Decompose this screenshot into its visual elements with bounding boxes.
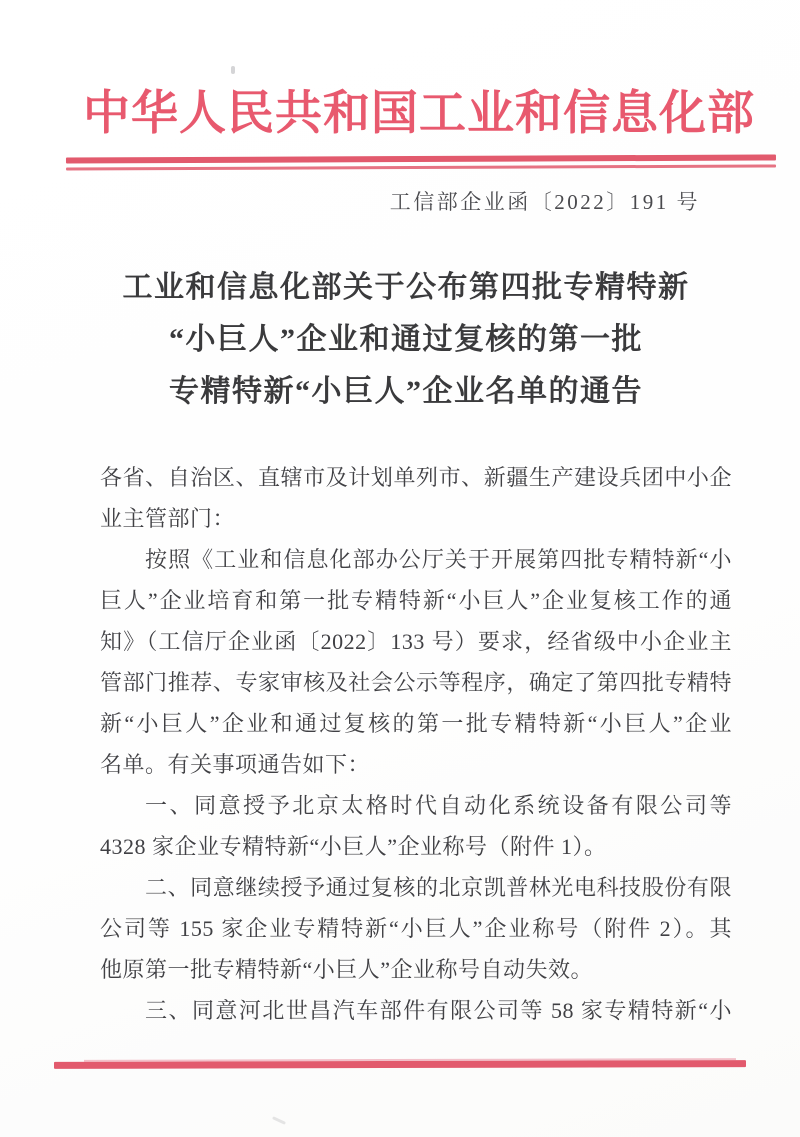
document-reference-number: 工信部企业函〔2022〕191 号	[389, 190, 700, 214]
photo-speck	[272, 1116, 286, 1125]
letterhead-rule-thick	[66, 154, 776, 163]
notice-title-line-2: “小巨人”企业和通过复核的第一批	[169, 323, 643, 356]
photo-speck	[231, 66, 235, 74]
body-line-salutation-2: 业主管部门：	[100, 506, 236, 531]
body-line-item2-1: 二、同意继续授予通过复核的北京凯普林光电科技股份有限	[145, 875, 732, 900]
letterhead-divider	[66, 154, 776, 170]
body-line-item1-2: 4328 家企业专精特新“小巨人”企业称号（附件 1）。	[100, 834, 607, 859]
agency-letterhead-title: 中华人民共和国工业和信息化部	[83, 88, 755, 140]
notice-title	[0, 262, 800, 418]
body-line-para1-3: 知》（工信厅企业函〔2022〕133 号）要求，经省级中小企业主	[100, 629, 732, 654]
body-line-para1-1: 按照《工业和信息化部办公厅关于开展第四批专精特新“小	[145, 547, 732, 572]
body-line-item1-1: 一、同意授予北京太格时代自动化系统设备有限公司等	[145, 793, 732, 818]
body-line-item3-1: 三、同意河北世昌汽车部件有限公司等 58 家专精特新“小	[145, 998, 732, 1023]
body-line-item2-3: 他原第一批专精特新“小巨人”企业称号自动失效。	[100, 957, 594, 982]
body-line-salutation: 各省、自治区、直辖市及计划单列市、新疆生产建设兵团中小企	[100, 465, 732, 490]
body-line-para1-2: 巨人”企业培育和第一批专精特新“小巨人”企业复核工作的通	[100, 588, 732, 613]
page-footer-rule	[54, 1060, 746, 1069]
body-line-item2-2: 公司等 155 家企业专精特新“小巨人”企业称号（附件 2）。其	[100, 916, 732, 941]
letterhead-rule-thin	[66, 164, 776, 170]
body-line-para1-4: 管部门推荐、专家审核及社会公示等程序，确定了第四批专精特	[100, 670, 732, 695]
body-line-para1-5: 新“小巨人”企业和通过复核的第一批专精特新“小巨人”企业	[100, 711, 732, 736]
notice-title-line-1: 工业和信息化部关于公布第四批专精特新	[122, 271, 690, 304]
notice-body	[100, 457, 732, 1031]
notice-title-line-3: 专精特新“小巨人”企业名单的通告	[169, 375, 643, 408]
body-line-para1-6: 名单。有关事项通告如下：	[100, 752, 371, 777]
